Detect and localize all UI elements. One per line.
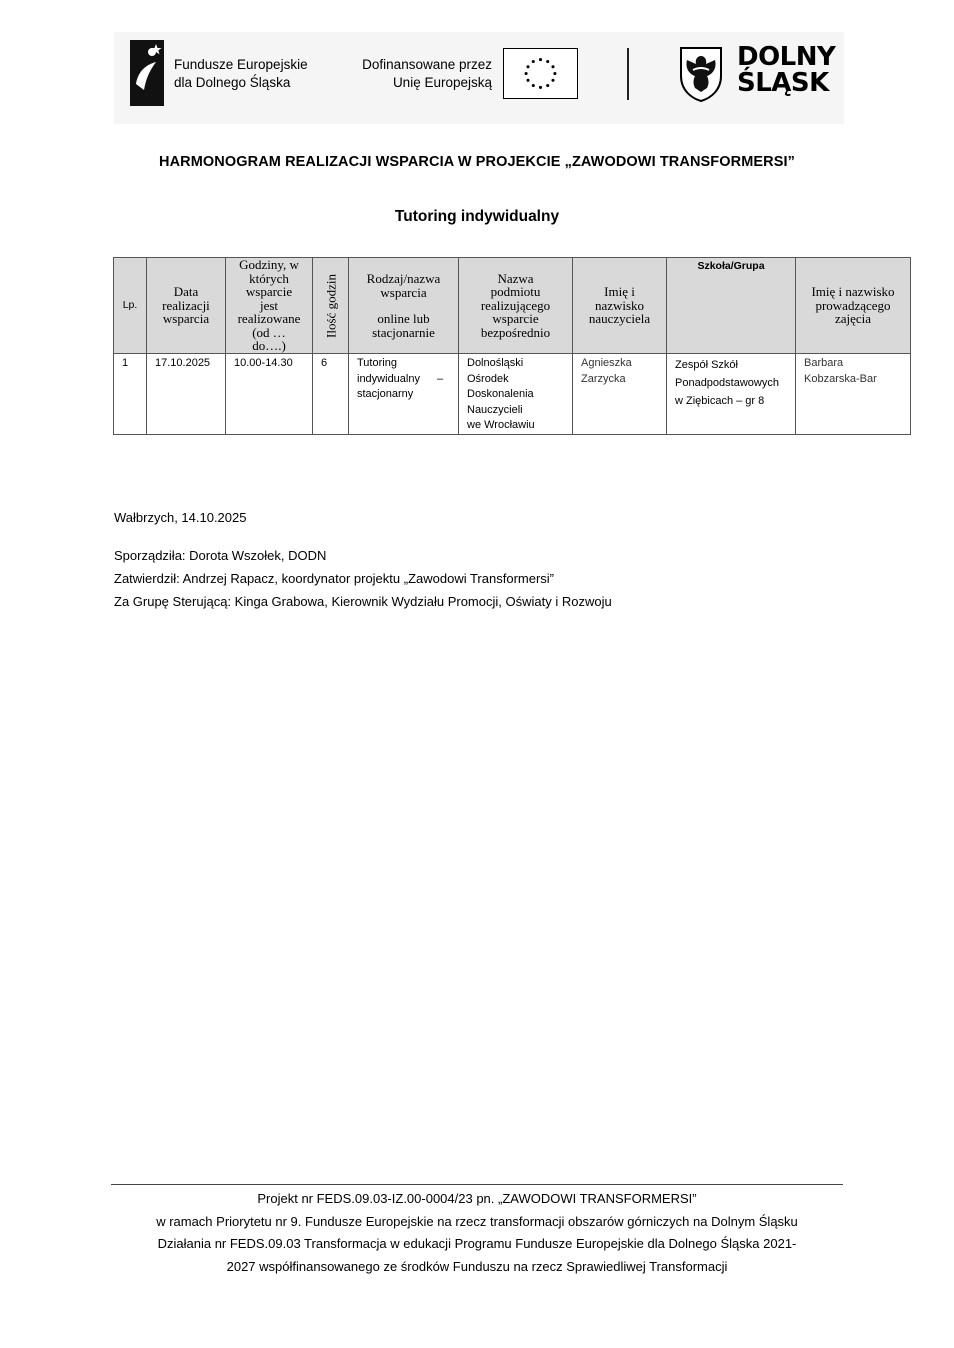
cell-type-line: indywidualny – — [357, 372, 444, 385]
cell-date: 17.10.2025 — [147, 354, 226, 435]
cofinance-line1: Dofinansowane przez — [362, 57, 492, 72]
header-date-line: realizacji — [162, 297, 210, 313]
header-teacher-line: nauczyciela — [588, 311, 651, 327]
header-hours-line: których — [249, 270, 289, 286]
cell-school-line: w Ziębicach – gr 8 — [675, 395, 765, 407]
fe-logo-icon — [130, 40, 164, 106]
header-entity-line: podmiotu — [490, 284, 541, 300]
footer-rule — [111, 1184, 843, 1185]
table-row — [114, 354, 911, 435]
footer-line: Projekt nr FEDS.09.03-IZ.00-0004/23 pn. „ZAWODOWI TRANSFORMERSI” — [257, 1191, 697, 1206]
footer — [100, 1188, 854, 1278]
header-hours-line: wsparcie — [245, 284, 293, 300]
header-school: Szkoła/Grupa — [667, 258, 796, 354]
fe-logo-line2: dla Dolnego Śląska — [174, 75, 291, 90]
header-entity-line: realizującego — [480, 297, 551, 313]
cell-entity-line: Ośrodek — [467, 372, 509, 385]
signature-prepared: Sporządziła: Dorota Wszołek, DODN — [114, 548, 327, 563]
eagle-coat-of-arms-icon — [679, 46, 723, 102]
schedule-table — [113, 257, 911, 435]
cell-teacher-line: Agnieszka — [581, 357, 632, 369]
cell-school — [667, 354, 796, 435]
document-title: HARMONOGRAM REALIZACJI WSPARCIA W PROJEKCIE „ZAWODOWI TRANSFORMERSI” — [159, 154, 795, 170]
signature-steering-group: Za Grupę Sterującą: Kinga Grabowa, Kierownik Wydziału Promocji, Oświaty i Rozwoju — [114, 594, 612, 609]
fe-logo-line1: Fundusze Europejskie — [174, 57, 308, 72]
header-hours-line: jest — [259, 297, 279, 313]
fe-logo-text — [174, 56, 308, 92]
header-type-line: wsparcia — [380, 284, 427, 300]
cell-lead-line: Barbara — [804, 357, 844, 369]
footer-line: w ramach Priorytetu nr 9. Fundusze Europejskie na rzecz transformacji obszarów górniczych na Dolnym Śląsku — [156, 1213, 798, 1229]
cell-type-line: Tutoring — [357, 357, 397, 369]
header-hours-line: do….) — [252, 338, 286, 354]
cell-type — [349, 354, 459, 435]
header-entity-line: bezpośrednio — [480, 324, 551, 340]
header-type-line: Rodzaj/nazwa — [366, 271, 441, 286]
document-subtitle: Tutoring indywidualny — [394, 208, 560, 225]
cell-hours: 10.00-14.30 — [226, 354, 313, 435]
cell-entity-line: Dolnośląski — [467, 357, 524, 369]
footer-line: 2027 współfinansowanego ze środków Funduszu na rzecz Sprawiedliwej Transformacji — [226, 1258, 728, 1274]
header-count — [313, 258, 349, 354]
cell-entity-line: we Wrocławiu — [467, 419, 535, 431]
header-teacher — [573, 258, 667, 354]
cell-entity — [459, 354, 573, 435]
header-entity — [459, 258, 573, 354]
place-date: Wałbrzych, 14.10.2025 — [114, 510, 247, 525]
cell-lp: 1 — [114, 354, 147, 435]
cofinance-text — [348, 56, 492, 92]
cell-lead-line: Kobzarska-Bar — [804, 372, 877, 385]
logo-divider — [627, 48, 629, 100]
cell-school-line: Ponadpodstawowych — [675, 377, 779, 389]
header-hours-line: realizowane — [237, 311, 301, 327]
cell-lead — [796, 354, 911, 435]
header-date — [147, 258, 226, 354]
cell-count: 6 — [313, 354, 349, 435]
header-date-line: wsparcia — [162, 311, 210, 327]
header-date-line: Data — [173, 284, 199, 300]
header-teacher-line: nazwisko — [594, 297, 645, 313]
cell-entity-line: Nauczycieli — [467, 403, 523, 416]
header-entity-line: Nazwa — [497, 270, 534, 286]
cofinance-line2: Unię Europejską — [392, 75, 492, 90]
cell-type-line: stacjonarny — [357, 388, 414, 400]
region-logo-text — [737, 44, 835, 96]
header-hours-line: Godziny, w — [239, 257, 299, 273]
header-entity-line: wsparcie — [492, 311, 539, 327]
header-hours-line: (od … — [252, 324, 286, 340]
region-line2: ŚLĄSK — [737, 68, 829, 98]
signature-approved: Zatwierdził: Andrzej Rapacz, koordynator projektu „Zawodowi Transformersi” — [114, 571, 555, 586]
header-type — [349, 258, 459, 354]
header-hours — [226, 258, 313, 354]
header-count-label: Ilość godzin — [322, 273, 338, 338]
header-lead-line: Imię i nazwisko — [811, 284, 895, 300]
header-lead-line: zajęcia — [834, 311, 872, 327]
table-header-row — [114, 258, 911, 354]
region-line1: DOLNY — [737, 42, 836, 72]
cell-entity-line: Doskonalenia — [467, 388, 534, 400]
header-lead-line: prowadzącego — [815, 297, 891, 313]
header-lead — [796, 258, 911, 354]
header-teacher-line: Imię i — [604, 284, 635, 300]
cell-teacher — [573, 354, 667, 435]
header-lp: Lp. — [114, 258, 147, 354]
eu-flag-icon — [503, 48, 578, 99]
header-type-line: stacjonarnie — [372, 324, 435, 340]
cell-school-line: Zespół Szkół — [675, 359, 738, 371]
footer-line: Działania nr FEDS.09.03 Transformacja w edukacji Programu Fundusze Europejskie dla Dolnego Śląska 2021- — [157, 1236, 797, 1251]
header-type-line: online lub — [377, 311, 430, 326]
cell-teacher-line: Zarzycka — [581, 372, 626, 385]
